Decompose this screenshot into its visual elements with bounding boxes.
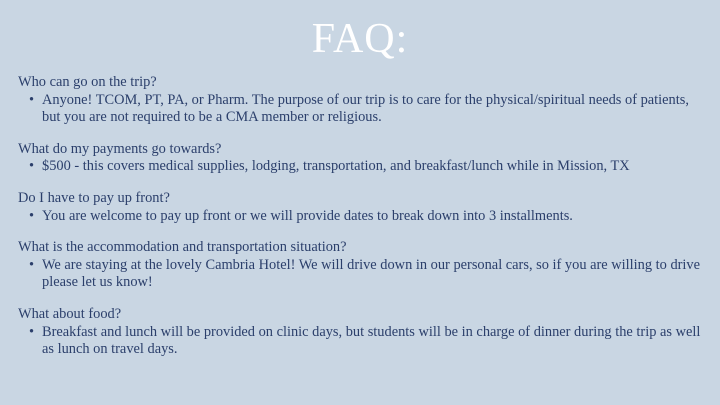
bullet-icon: • — [29, 91, 35, 108]
faq-answer — [18, 324, 708, 359]
faq-question: What about food? — [18, 305, 122, 322]
faq-item — [18, 306, 708, 359]
faq-answer-text: Breakfast and lunch will be provided on clinic days, but students will be in charge of dinner during the trip as well as lunch on travel days. — [42, 323, 701, 358]
faq-answer — [18, 158, 708, 176]
faq-item — [18, 141, 708, 176]
faq-answer — [18, 208, 708, 226]
faq-question: What is the accommodation and transportation situation? — [18, 239, 347, 256]
faq-answer-text: You are welcome to pay up front or we will provide dates to break down into 3 installments. — [42, 207, 573, 224]
faq-list — [18, 74, 708, 373]
faq-answer — [18, 92, 708, 127]
bullet-icon: • — [29, 256, 35, 273]
faq-item — [18, 74, 708, 127]
faq-answer-text: Anyone! TCOM, PT, PA, or Pharm. The purpose of our trip is to care for the physical/spiritual needs of patients, but you are not required to be a CMA member or religious. — [42, 91, 689, 126]
bullet-icon: • — [29, 323, 35, 340]
faq-answer-text: We are staying at the lovely Cambria Hotel! We will drive down in our personal cars, so if you are willing to drive please let us know! — [42, 256, 701, 291]
faq-item — [18, 239, 708, 292]
faq-question: Do I have to pay up front? — [18, 189, 170, 206]
faq-question: Who can go on the trip? — [18, 74, 157, 90]
bullet-icon: • — [29, 207, 35, 224]
bullet-icon: • — [29, 158, 35, 175]
faq-question: What do my payments go towards? — [18, 140, 222, 157]
faq-answer-text: $500 - this covers medical supplies, lodging, transportation, and breakfast/lunch while in Mission, TX — [42, 158, 630, 175]
faq-answer — [18, 257, 708, 292]
slide-title: FAQ: — [311, 16, 409, 62]
faq-item — [18, 190, 708, 225]
